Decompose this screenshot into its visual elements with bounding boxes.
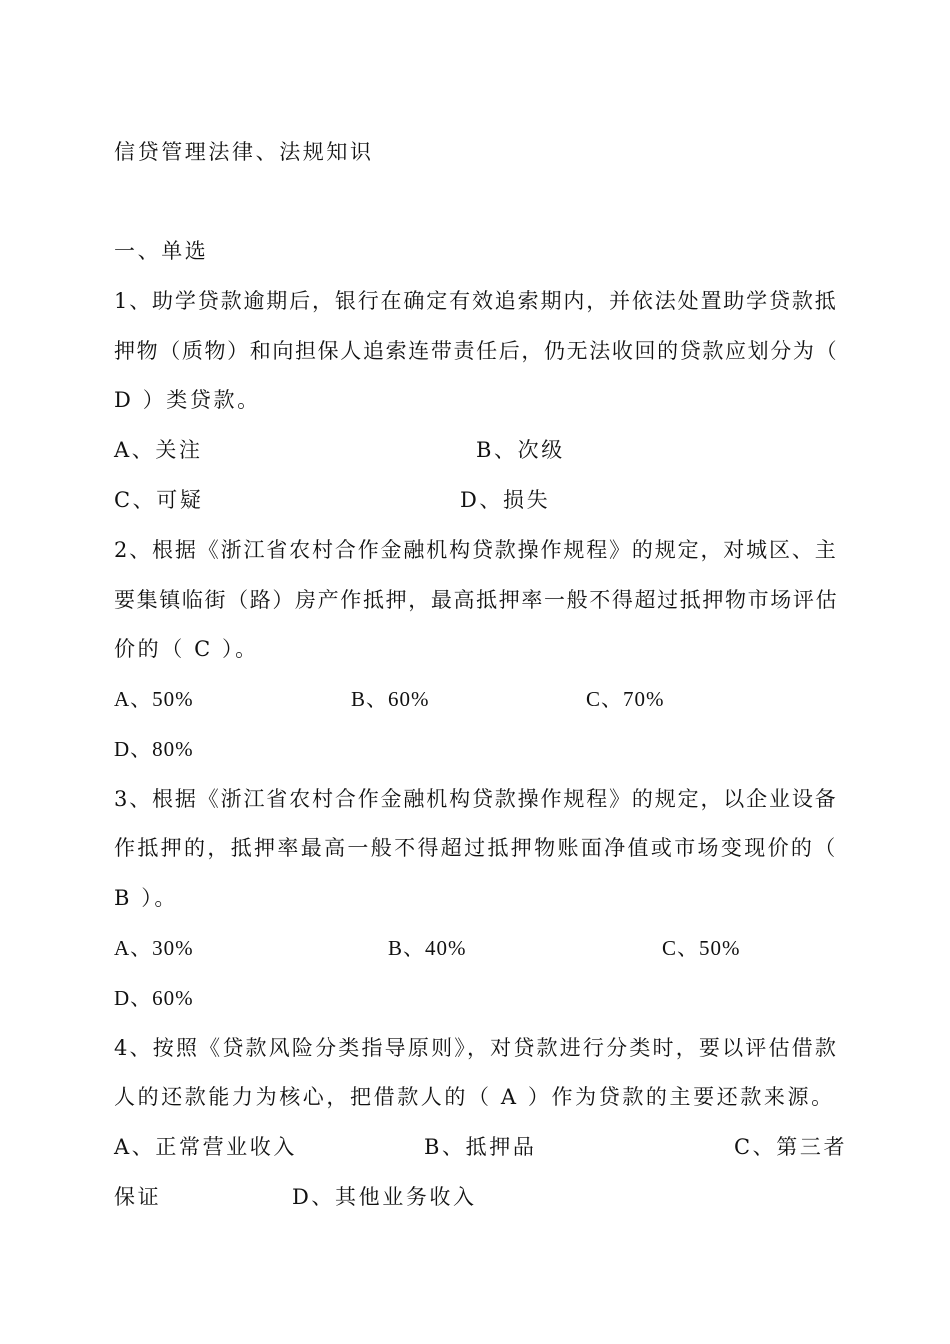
question-2-option-a: A、50% — [114, 687, 194, 711]
document-title: 信贷管理法律、法规知识 — [114, 140, 374, 164]
question-3-line-3: B ）。 — [114, 886, 179, 910]
question-4-option-c: C、第三者 — [734, 1135, 848, 1159]
question-1-option-b: B、次级 — [476, 438, 565, 462]
section-heading: 一、单选 — [114, 239, 209, 263]
question-4-option-b: B、抵押品 — [424, 1135, 537, 1159]
question-3-option-c: C、50% — [662, 936, 741, 960]
question-1-option-a: A、关注 — [114, 438, 203, 462]
question-2-option-c: C、70% — [586, 687, 665, 711]
question-1-line-1: 1、助学贷款逾期后，银行在确定有效追索期内，并依法处置助学贷款抵 — [114, 289, 838, 313]
question-3-option-d: D、60% — [114, 986, 194, 1010]
question-2-line-3: 价的（ C ）。 — [114, 637, 259, 661]
question-2-option-d: D、80% — [114, 737, 194, 761]
question-4-option-a: A、正常营业收入 — [114, 1135, 297, 1159]
question-3-line-1: 3、根据《浙江省农村合作金融机构贷款操作规程》的规定，以企业设备 — [114, 787, 838, 811]
question-4-option-d: D、其他业务收入 — [292, 1185, 477, 1209]
question-4-line-2: 人的还款能力为核心，把借款人的（ A ）作为贷款的主要还款来源。 — [114, 1085, 835, 1109]
question-1-line-3: D ）类贷款。 — [114, 388, 261, 412]
question-1-line-2: 押物（质物）和向担保人追索连带责任后，仍无法收回的贷款应划分为（ — [114, 339, 839, 363]
question-2-line-2: 要集镇临街（路）房产作抵押，最高抵押率一般不得超过抵押物市场评估 — [114, 588, 839, 612]
question-3-line-2: 作抵押的，抵押率最高一般不得超过抵押物账面净值或市场变现价的（ — [114, 836, 838, 860]
question-3-option-b: B、40% — [388, 936, 467, 960]
question-1-option-c: C、可疑 — [114, 488, 204, 512]
question-2-line-1: 2、根据《浙江省农村合作金融机构贷款操作规程》的规定，对城区、主 — [114, 538, 838, 562]
question-3-option-a: A、30% — [114, 936, 194, 960]
question-1-option-d: D、损失 — [460, 488, 551, 512]
question-4-option-c-continued: 保证 — [114, 1185, 162, 1209]
question-4-line-1: 4、按照《贷款风险分类指导原则》，对贷款进行分类时，要以评估借款 — [114, 1036, 839, 1060]
question-2-option-b: B、60% — [351, 687, 430, 711]
